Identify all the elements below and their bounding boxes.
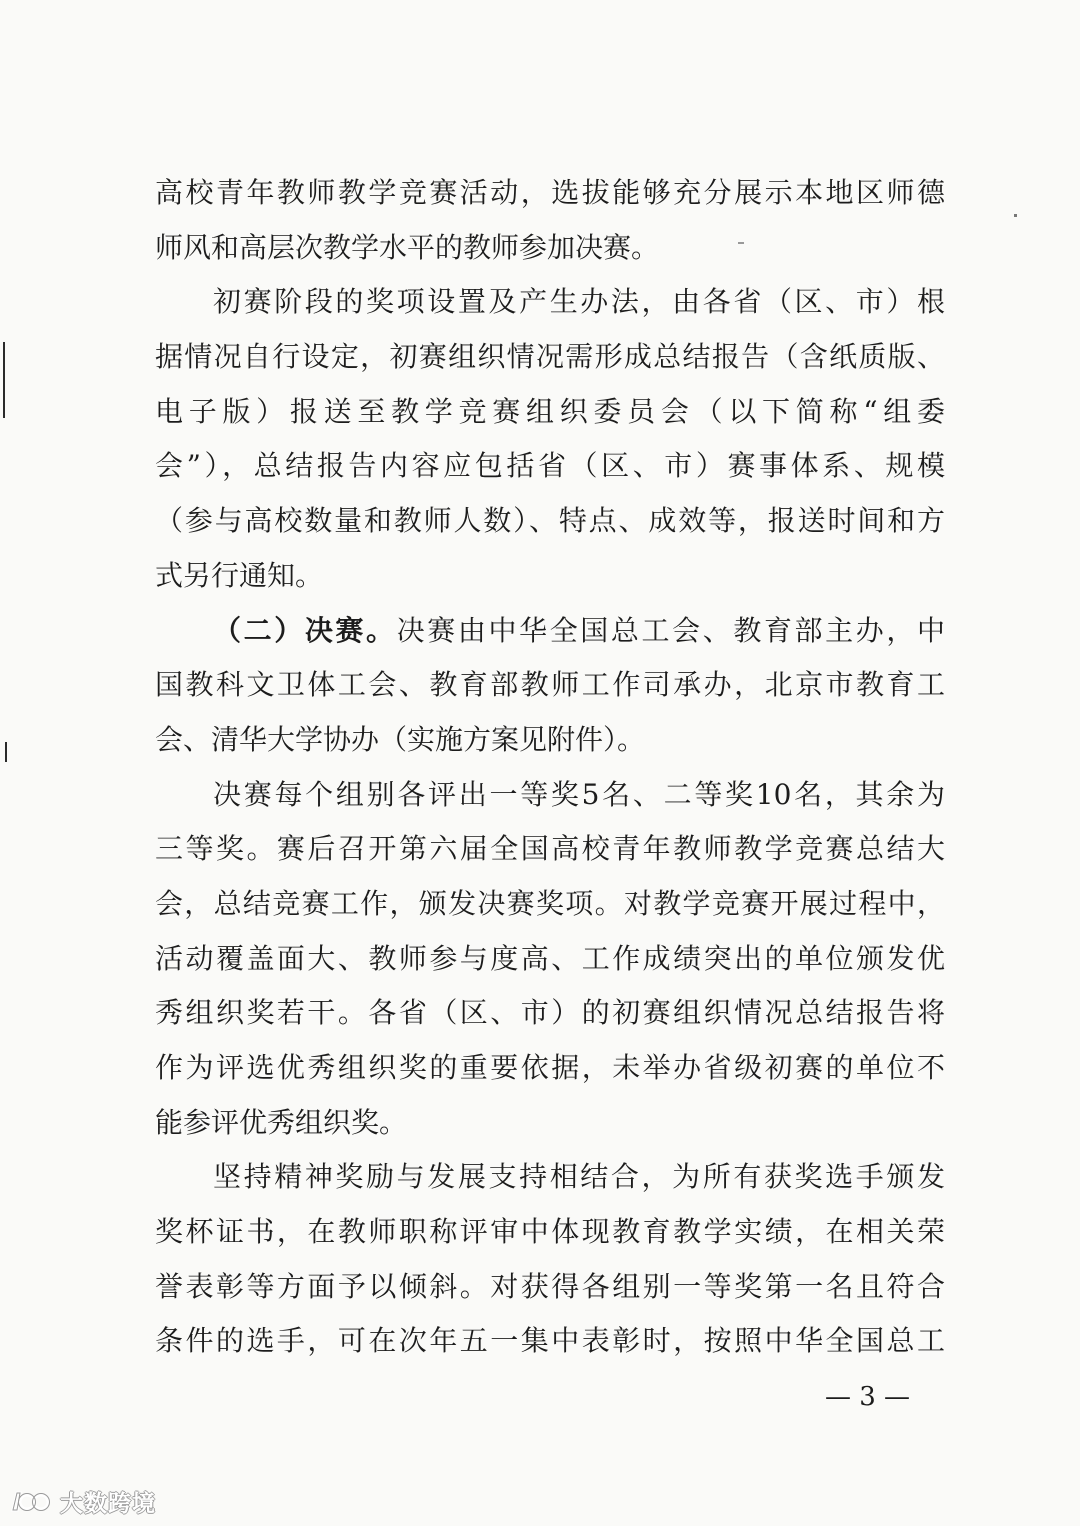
paragraph xyxy=(155,768,945,1151)
text-line: （参与高校数量和教师人数）、特点、成效等，报送时间和方 xyxy=(155,504,945,538)
paragraph xyxy=(155,604,945,768)
watermark xyxy=(8,1484,156,1518)
document-body xyxy=(155,166,945,1369)
text-line: 会、清华大学协办（实施方案见附件）。 xyxy=(155,722,646,756)
text-line: 作为评选优秀组织奖的重要依据，未举办省级初赛的单位不 xyxy=(155,1051,945,1084)
watermark-text: 大数跨境 xyxy=(60,1490,156,1517)
text-line-content: 决赛由中华全国总工会、教育部主办，中 xyxy=(396,613,945,647)
text-line: 会”），总结报告内容应包括省（区、市）赛事体系、规模 xyxy=(155,449,945,483)
paragraph xyxy=(155,275,945,603)
brand-logo-icon xyxy=(8,1486,54,1516)
text-line: 条件的选手，可在次年五一集中表彰时，按照中华全国总工 xyxy=(155,1324,945,1358)
text-line: 活动覆盖面大、教师参与度高、工作成绩突出的单位颁发优 xyxy=(155,941,945,975)
paragraph xyxy=(155,1150,945,1369)
text-line: 能参评优秀组织奖。 xyxy=(155,1105,408,1139)
text-line: 会，总结竞赛工作，颁发决赛奖项。对教学竞赛开展过程中， xyxy=(155,886,945,920)
page-number: — 3 — xyxy=(824,1382,911,1412)
text-line: 誉表彰等方面予以倾斜。对获得各组别一等奖第一名且符合 xyxy=(155,1269,945,1303)
text-line: 三等奖。赛后召开第六届全国高校青年教师教学竞赛总结大 xyxy=(155,832,945,866)
text-line: 坚持精神奖励与发展支持相结合，为所有获奖选手颁发 xyxy=(213,1160,945,1194)
text-line: 高校青年教师教学竞赛活动，选拔能够充分展示本地区师德 xyxy=(155,176,945,209)
text-line: 秀组织奖若干。各省（区、市）的初赛组织情况总结报告将 xyxy=(155,996,945,1030)
text-line: 师风和高层次教学水平的教师参加决赛。 xyxy=(155,230,660,264)
scan-artifact xyxy=(5,742,7,762)
text-line: 奖杯证书，在教师职称评审中体现教育教学实绩，在相关荣 xyxy=(155,1215,945,1249)
text-line: 初赛阶段的奖项设置及产生办法，由各省（区、市）根 xyxy=(213,285,945,319)
text-line xyxy=(155,604,945,659)
section-heading: （二）决赛。 xyxy=(213,613,397,647)
text-line: 决赛每个组别各评出一等奖5名、二等奖10名，其余为 xyxy=(213,777,945,811)
text-line: 电子版）报送至教学竞赛组织委员会（以下简称“组委 xyxy=(155,394,945,428)
scan-artifact xyxy=(3,342,5,418)
text-line: 据情况自行设定，初赛组织情况需形成总结报告（含纸质版、 xyxy=(155,340,945,374)
text-line: 式另行通知。 xyxy=(155,558,324,592)
paragraph xyxy=(155,166,945,275)
text-line: 国教科文卫体工会、教育部教师工作司承办，北京市教育工 xyxy=(155,668,945,702)
scan-artifact xyxy=(1014,214,1017,217)
